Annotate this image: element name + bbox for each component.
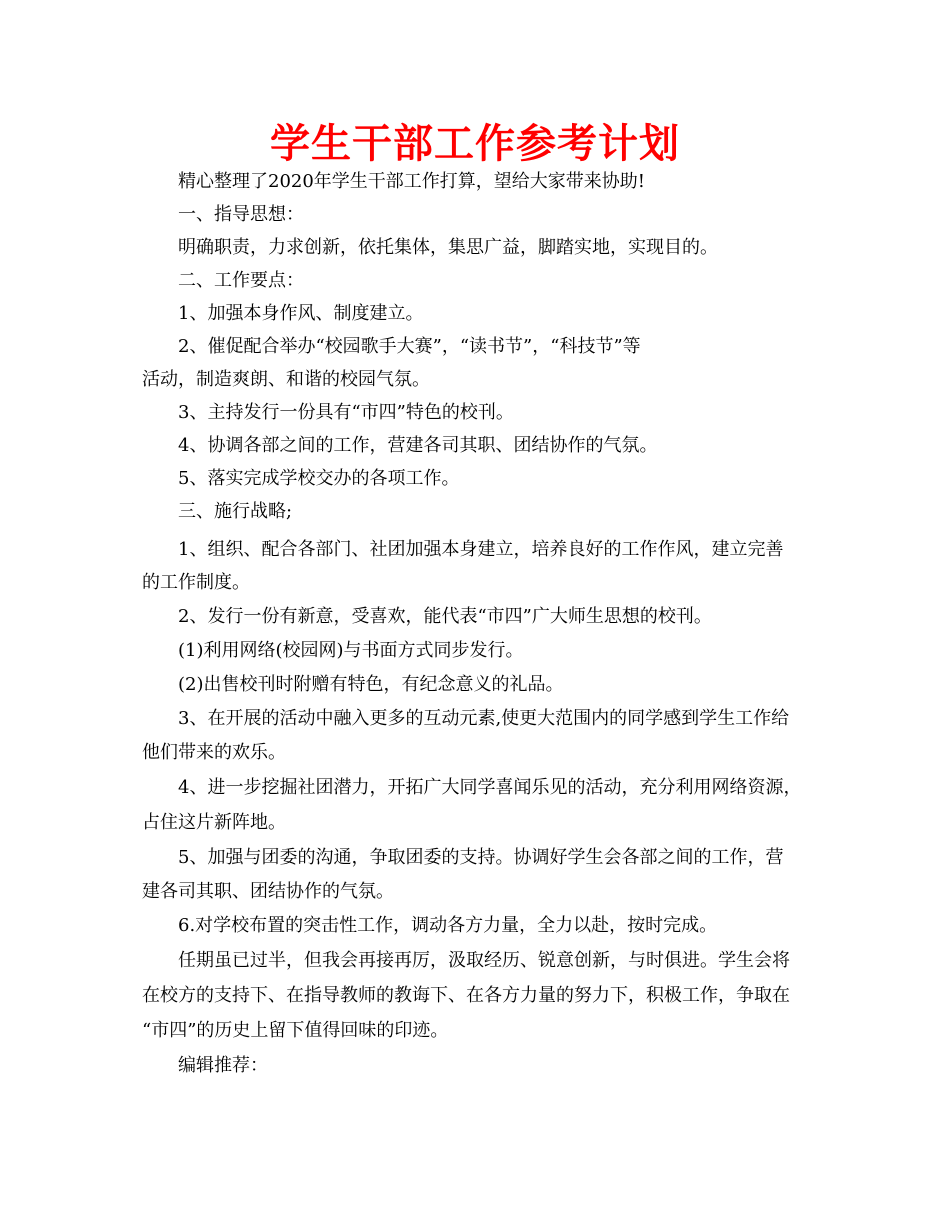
list-item: 5、加强与团委的沟通，争取团委的支持。协调好学生会各部之间的工作，营 [178,847,784,868]
list-item: 1、加强本身作风、制度建立。 [178,303,424,324]
list-item: 6.对学校布置的突击性工作，调动各方力量，全力以赴，按时完成。 [178,915,718,936]
paragraph-line: 明确职责，力求创新，依托集体，集思广益，脚踏实地，实现目的。 [178,237,718,258]
list-item: 3、在开展的活动中融入更多的互动元素,使更大范围内的同学感到学生工作给 [178,708,790,729]
paragraph-line: “市四”的历史上留下值得回味的印迹。 [142,1020,449,1041]
editor-recommend-label: 编辑推荐： [178,1055,268,1076]
section-heading: 三、施行战略; [178,501,293,522]
paragraph-line: 的工作制度。 [142,572,250,593]
document-title: 学生干部工作参考计划 [270,121,680,167]
paragraph-line: 占住这片新阵地。 [142,812,286,833]
list-item: 5、落实完成学校交办的各项工作。 [178,468,460,489]
list-item: 4、进一步挖掘社团潜力，开拓广大同学喜闻乐见的活动，充分利用网络资源， [178,777,802,798]
paragraph-line: 活动，制造爽朗、和谐的校园气氛。 [142,369,430,390]
paragraph-line: 精心整理了2020年学生干部工作打算，望给大家带来协助! [178,171,646,192]
list-item: 4、协调各部之间的工作，营建各司其职、团结协作的气氛。 [178,435,658,456]
list-item: 2、发行一份有新意，受喜欢，能代表“市四”广大师生思想的校刊。 [178,606,712,627]
list-item: (1)利用网络(校园网)与书面方式同步发行。 [178,640,524,661]
list-item: 3、主持发行一份具有“市四”特色的校刊。 [178,402,514,423]
paragraph-line: 建各司其职、团结协作的气氛。 [142,881,394,902]
list-item: 1、组织、配合各部门、社团加强本身建立，培养良好的工作作风，建立完善 [178,539,784,560]
list-item: 2、催促配合举办“校园歌手大赛”，“读书节”，“科技节”等 [178,336,641,357]
section-heading: 二、工作要点： [178,270,304,291]
paragraph-line: 任期虽已过半，但我会再接再厉，汲取经历、锐意创新，与时俱进。学生会将 [178,950,790,971]
paragraph-line: 在校方的支持下、在指导教师的教诲下、在各方力量的努力下，积极工作，争取在 [142,985,790,1006]
paragraph-line: 他们带来的欢乐。 [142,742,286,763]
section-heading: 一、指导思想： [178,204,304,225]
list-item: (2)出售校刊时附赠有特色，有纪念意义的礼品。 [178,674,564,695]
